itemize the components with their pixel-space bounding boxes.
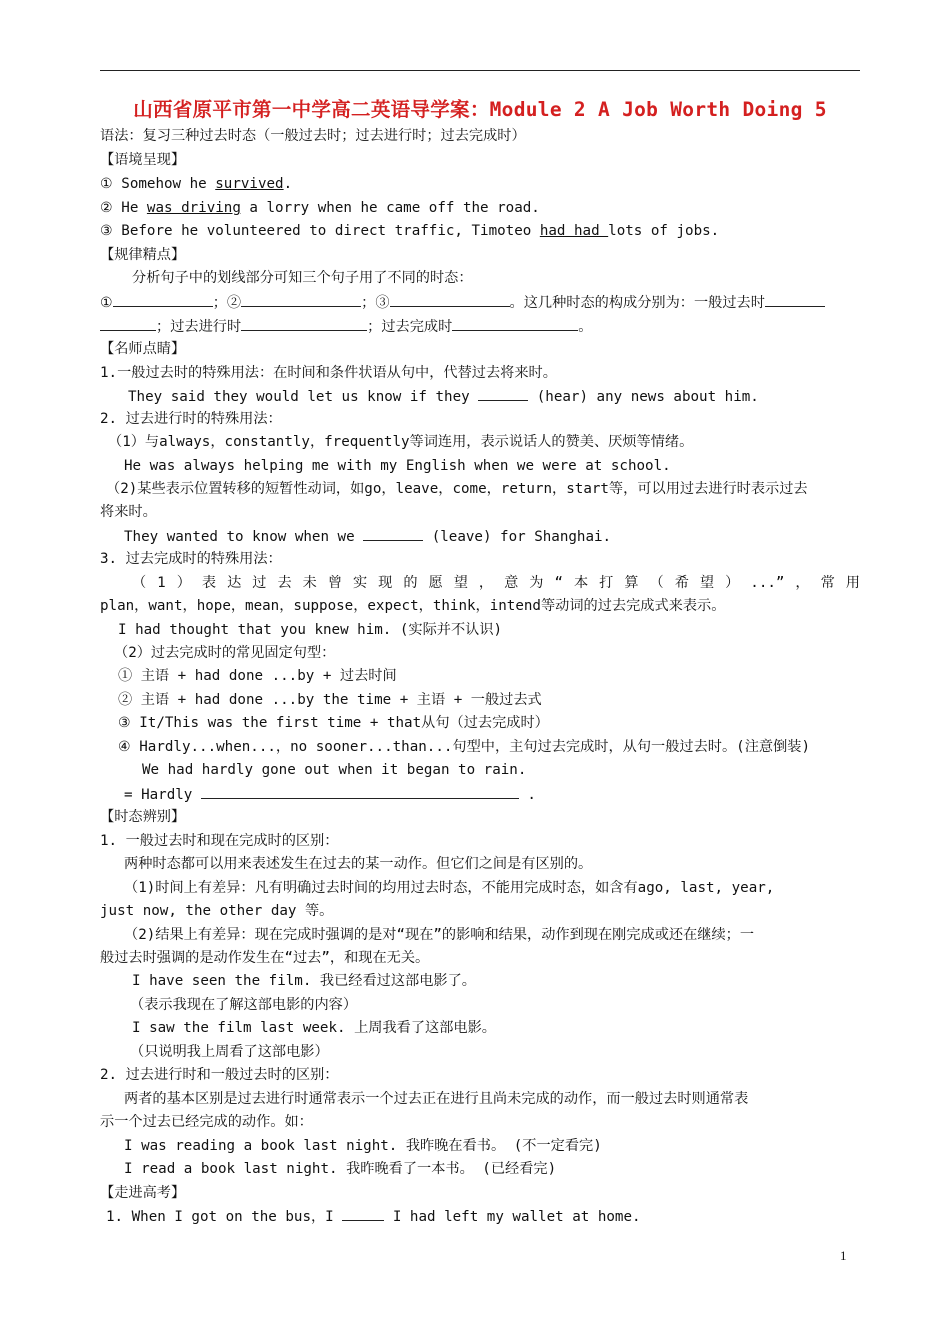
tip-2: 2. 过去进行时的特殊用法： (100, 411, 282, 427)
fill-blank[interactable] (100, 316, 156, 331)
tip-3-1-example: I had thought that you knew him. (实际并不认识) (118, 622, 503, 638)
rules-intro: 分析句子中的划线部分可知三个句子用了不同的时态： (132, 270, 473, 286)
answer-blank[interactable] (342, 1206, 384, 1221)
header-rule (100, 70, 860, 71)
pattern-3: ③ It/This was the first time + that从句（过去完成时） (118, 715, 549, 731)
tip-2-2-cont: 将来时。 (100, 504, 157, 520)
diff-1-point-1: （1)时间上有差异：凡有明确过去时间的均用过去时态，不能用完成时态，如含有ago, last, year, (124, 880, 775, 896)
section-exam: 【走进高考】 (100, 1185, 186, 1201)
answer-blank[interactable] (363, 526, 423, 541)
diff-1-point-2-cont: 般过去时强调的是动作发生在“过去”，和现在无关。 (100, 950, 430, 966)
section-rules: 【规律精点】 (100, 247, 186, 263)
section-tips: 【名师点睛】 (100, 341, 186, 357)
diff-1-example-2-note: （只说明我上周看了这部电影） (130, 1044, 329, 1060)
tip-3: 3. 过去完成时的特殊用法： (100, 551, 282, 567)
diff-2-text-cont: 示一个过去已经完成的动作。如： (100, 1114, 313, 1130)
tip-1: 1.一般过去时的特殊用法：在时间和条件状语从句中，代替过去将来时。 (100, 365, 557, 381)
diff-2-text: 两者的基本区别是过去进行时通常表示一个过去正在进行且尚未完成的动作，而一般过去时则通常表 (124, 1091, 749, 1107)
tip-3-1-cont: plan，want，hope，mean，suppose，expect，think，intend等动词的过去完成式来表示。 (100, 598, 726, 614)
diff-2: 2. 过去进行时和一般过去时的区别： (100, 1067, 339, 1083)
diff-2-example-2: I read a book last night. 我昨晚看了一本书。 (已经看完) (124, 1161, 557, 1177)
fill-blank[interactable] (241, 292, 361, 307)
section-context: 【语境呈现】 (100, 152, 186, 168)
fill-blank[interactable] (390, 292, 510, 307)
fill-blank[interactable] (452, 316, 578, 331)
pattern-4: ④ Hardly...when...，no sooner...than...句型中，主句过去完成时，从句一般过去时。(注意倒装) (118, 739, 810, 755)
pattern-2: ② 主语 + had done ...by the time + 主语 + 一般过去式 (118, 692, 542, 708)
tip-2-2-example: They wanted to know when we (leave) for Shanghai. (100, 526, 860, 547)
tip-1-example: They said they would let us know if they (hear) any news about him. (100, 386, 860, 407)
tip-2-1: （1）与always，constantly，frequently等词连用，表示说话人的赞美、厌烦等情绪。 (108, 434, 694, 450)
fill-blank[interactable] (765, 292, 825, 307)
grammar-line: 语法：复习三种过去时态（一般过去时；过去进行时；过去完成时） (100, 128, 526, 144)
diff-1-example-2: I saw the film last week. 上周我看了这部电影。 (132, 1020, 496, 1036)
tip-3-1: （1）表达过去未曾实现的愿望，意为“本打算（希望）...”，常用 (132, 575, 860, 591)
diff-2-example-1: I was reading a book last night. 我昨晚在看书。 (不一定看完) (124, 1138, 602, 1154)
diff-1: 1. 一般过去时和现在完成时的区别： (100, 833, 339, 849)
fill-line-1: ① ；② ；③ 。这几种时态的构成分别为：一般过去时 (100, 292, 860, 313)
tip-2-1-example: He was always helping me with my English when we were at school. (124, 458, 671, 474)
pattern-4-example: We had hardly gone out when it began to rain. (142, 762, 527, 778)
diff-1-example-1: I have seen the film. 我已经看过这部电影了。 (132, 973, 476, 989)
fill-blank[interactable] (241, 316, 367, 331)
section-diff: 【时态辨别】 (100, 809, 186, 825)
tip-2-2: （2)某些表示位置转移的短暂性动词，如go，leave，come，return，start等，可以用过去进行时表示过去 (106, 481, 808, 497)
pattern-1: ① 主语 + had done ...by + 过去时间 (118, 668, 397, 684)
diff-1-intro: 两种时态都可以用来表述发生在过去的某一动作。但它们之间是有区别的。 (124, 856, 593, 872)
diff-1-point-1-cont: just now, the other day 等。 (100, 903, 334, 919)
example-3: ③ Before he volunteered to direct traffic, Timoteo had had lots of jobs. (100, 223, 720, 239)
example-1: ① Somehow he survived. (100, 176, 293, 192)
fill-blank[interactable] (113, 292, 213, 307)
answer-blank[interactable] (478, 386, 528, 401)
page-number: 1 (840, 1248, 847, 1263)
page-title: 山西省原平市第一中学高二英语导学案：Module 2 A Job Worth Doing 5 (133, 98, 827, 121)
tip-3-2: （2）过去完成时的常见固定句型： (114, 645, 336, 661)
pattern-4-answer: = Hardly . (100, 784, 860, 805)
diff-1-point-2: （2)结果上有差异：现在完成时强调的是对“现在”的影响和结果，动作到现在刚完成或还在继续；一 (124, 927, 755, 943)
answer-blank[interactable] (201, 784, 519, 799)
example-2: ② He was driving a lorry when he came off the road. (100, 200, 540, 216)
fill-line-2: ；过去进行时 ；过去完成时 。 (100, 316, 860, 337)
diff-1-example-1-note: （表示我现在了解这部电影的内容） (130, 997, 358, 1013)
exam-question-1: 1. When I got on the bus，I I had left my wallet at home. (100, 1206, 860, 1227)
